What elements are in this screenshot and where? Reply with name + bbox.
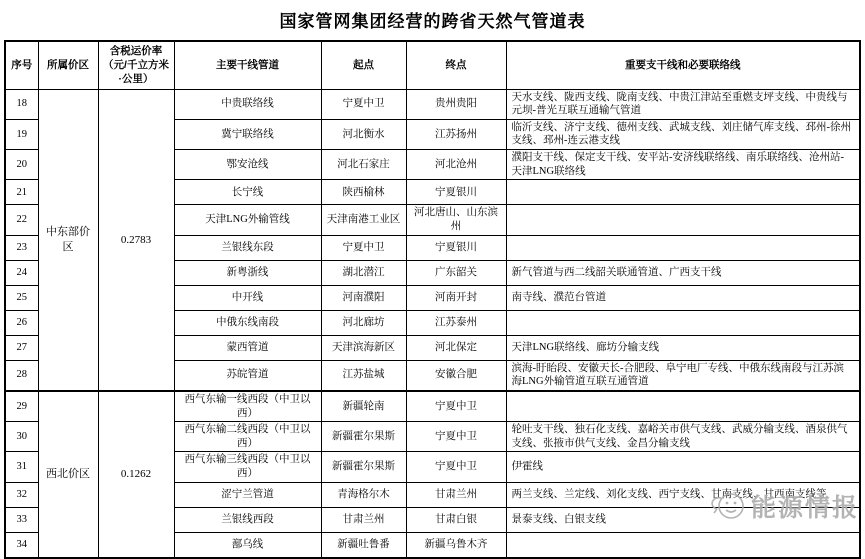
cell-branch-lines: 临沂支线、济宁支线、德州支线、武城支线、刘庄储气库支线、邳州-徐州支线、邳州-连云港支线: [506, 119, 860, 149]
cell-end-point: 河北唐山、山东滨州: [406, 205, 506, 235]
cell-serial: 22: [5, 205, 38, 235]
cell-start-point: 新疆霍尔果斯: [321, 452, 406, 482]
page-title: 国家管网集团经营的跨省天然气管道表: [279, 12, 586, 31]
cell-pipeline: 兰银线东段: [174, 235, 321, 260]
cell-end-point: 河北保定: [406, 335, 506, 360]
cell-serial: 24: [5, 260, 38, 285]
column-header-2: 含税运价率（元/千立方米·公里）: [98, 41, 174, 89]
cell-end-point: 河北沧州: [406, 150, 506, 180]
cell-branch-lines: 景泰支线、白银支线: [506, 507, 860, 532]
cell-serial: 19: [5, 119, 38, 149]
cell-end-point: 广东韶关: [406, 260, 506, 285]
cell-end-point: 安徽合肥: [406, 360, 506, 391]
cell-end-point: 甘肃白银: [406, 507, 506, 532]
cell-serial: 23: [5, 235, 38, 260]
cell-end-point: 宁夏中卫: [406, 391, 506, 422]
cell-branch-lines: [506, 180, 860, 205]
cell-pipeline: 鄯乌线: [174, 532, 321, 558]
column-header-6: 重要支干线和必要联络线: [506, 41, 860, 89]
cell-end-point: 宁夏中卫: [406, 452, 506, 482]
cell-rate: 0.1262: [98, 391, 174, 558]
cell-pipeline: 新粤浙线: [174, 260, 321, 285]
header-row: [5, 41, 860, 89]
cell-end-point: 新疆乌鲁木齐: [406, 532, 506, 558]
cell-start-point: 新疆霍尔果斯: [321, 422, 406, 452]
cell-pipeline: 涩宁兰管道: [174, 482, 321, 507]
table-row: [5, 391, 860, 422]
cell-start-point: 河南濮阳: [321, 285, 406, 310]
cell-pipeline: 苏皖管道: [174, 360, 321, 391]
cell-start-point: 宁夏中卫: [321, 89, 406, 119]
cell-pipeline: 中俄东线南段: [174, 310, 321, 335]
table-body: [5, 89, 860, 558]
cell-rate: 0.2783: [98, 89, 174, 391]
cell-serial: 21: [5, 180, 38, 205]
cell-branch-lines: 滨海-盱眙段、安徽天长-合肥段、阜宁电厂专线、中俄东线南段与江苏滨海LNG外输管道互联互通管道: [506, 360, 860, 391]
cell-branch-lines: [506, 391, 860, 422]
cell-start-point: 青海格尔木: [321, 482, 406, 507]
cell-branch-lines: 两兰支线、兰定线、刘化支线、西宁支线、甘南支线、甘西南支线等: [506, 482, 860, 507]
cell-serial: 28: [5, 360, 38, 391]
cell-serial: 25: [5, 285, 38, 310]
cell-branch-lines: 伊霍线: [506, 452, 860, 482]
cell-serial: 34: [5, 532, 38, 558]
cell-start-point: 新疆轮南: [321, 391, 406, 422]
cell-start-point: 河北石家庄: [321, 150, 406, 180]
cell-branch-lines: [506, 532, 860, 558]
cell-pipeline: 鄂安沧线: [174, 150, 321, 180]
cell-branch-lines: 新气管道与西二线韶关联通管道、广西支干线: [506, 260, 860, 285]
cell-end-point: 宁夏银川: [406, 180, 506, 205]
column-header-3: 主要干线管道: [174, 41, 321, 89]
cell-pipeline: 中贵联络线: [174, 89, 321, 119]
cell-pipeline: 冀宁联络线: [174, 119, 321, 149]
cell-branch-lines: 天津LNG联络线、廊坊分输支线: [506, 335, 860, 360]
cell-branch-lines: 濮阳支干线、保定支干线、安平站-安济线联络线、南乐联络线、沧州站-天津LNG联络线: [506, 150, 860, 180]
cell-price-zone: 中东部价区: [38, 89, 98, 391]
column-header-1: 所属价区: [38, 41, 98, 89]
cell-start-point: 甘肃兰州: [321, 507, 406, 532]
cell-end-point: 江苏泰州: [406, 310, 506, 335]
cell-branch-lines: 南寺线、濮范台管道: [506, 285, 860, 310]
cell-pipeline: 西气东输二线西段（中卫以西）: [174, 422, 321, 452]
cell-end-point: 甘肃兰州: [406, 482, 506, 507]
cell-serial: 33: [5, 507, 38, 532]
cell-serial: 26: [5, 310, 38, 335]
cell-start-point: 河北廊坊: [321, 310, 406, 335]
cell-start-point: 河北衡水: [321, 119, 406, 149]
table-header: [5, 41, 860, 89]
cell-start-point: 陕西榆林: [321, 180, 406, 205]
cell-end-point: 宁夏中卫: [406, 422, 506, 452]
cell-branch-lines: [506, 310, 860, 335]
cell-branch-lines: [506, 205, 860, 235]
pipeline-table: [4, 40, 861, 559]
cell-pipeline: 天津LNG外输管线: [174, 205, 321, 235]
cell-serial: 27: [5, 335, 38, 360]
column-header-5: 终点: [406, 41, 506, 89]
cell-pipeline: 蒙西管道: [174, 335, 321, 360]
cell-start-point: 天津滨海新区: [321, 335, 406, 360]
cell-end-point: 宁夏银川: [406, 235, 506, 260]
cell-end-point: 贵州贵阳: [406, 89, 506, 119]
table-row: [5, 89, 860, 119]
cell-branch-lines: [506, 235, 860, 260]
cell-serial: 18: [5, 89, 38, 119]
cell-end-point: 江苏扬州: [406, 119, 506, 149]
cell-pipeline: 中开线: [174, 285, 321, 310]
column-header-0: 序号: [5, 41, 38, 89]
cell-serial: 30: [5, 422, 38, 452]
cell-end-point: 河南开封: [406, 285, 506, 310]
cell-start-point: 宁夏中卫: [321, 235, 406, 260]
cell-pipeline: 西气东输三线西段（中卫以西）: [174, 452, 321, 482]
cell-serial: 31: [5, 452, 38, 482]
cell-pipeline: 长宁线: [174, 180, 321, 205]
column-header-4: 起点: [321, 41, 406, 89]
cell-pipeline: 西气东输一线西段（中卫以西）: [174, 391, 321, 422]
cell-pipeline: 兰银线西段: [174, 507, 321, 532]
cell-start-point: 新疆吐鲁番: [321, 532, 406, 558]
cell-serial: 29: [5, 391, 38, 422]
cell-branch-lines: 轮吐支干线、独石化支线、嘉峪关市供气支线、武威分输支线、酒泉供气支线、张掖市供气支线、金昌分输支线: [506, 422, 860, 452]
cell-start-point: 天津南港工业区: [321, 205, 406, 235]
watermark-text: 能源情报: [750, 494, 859, 522]
cell-serial: 20: [5, 150, 38, 180]
cell-start-point: 江苏盐城: [321, 360, 406, 391]
cell-serial: 32: [5, 482, 38, 507]
cell-start-point: 湖北潜江: [321, 260, 406, 285]
cell-price-zone: 西北价区: [38, 391, 98, 558]
cell-branch-lines: 天水支线、陇西支线、陇南支线、中贵江津站至重燃支坪支线、中贵线与元坝-普光互联互通输气管道: [506, 89, 860, 119]
